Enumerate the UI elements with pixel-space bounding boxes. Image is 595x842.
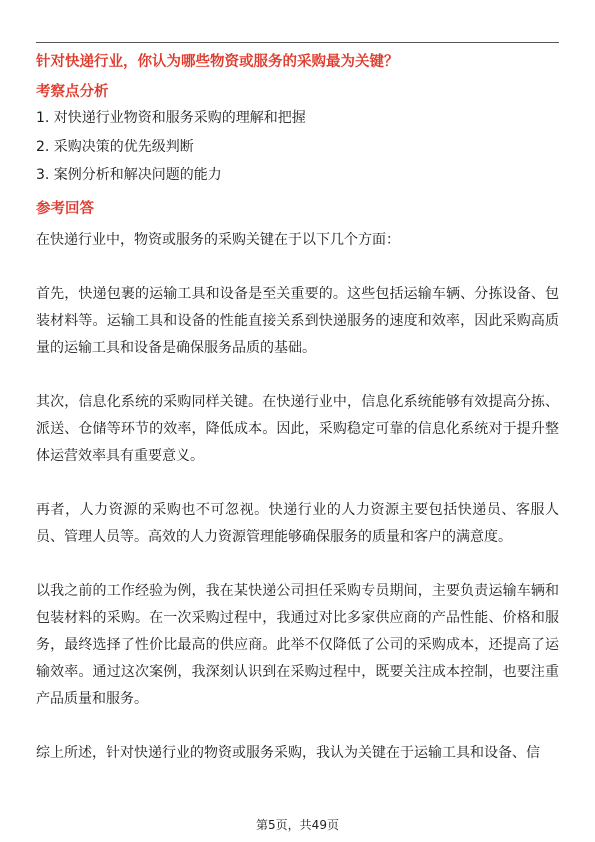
answer-section-title: 参考回答: [36, 201, 94, 217]
answer-body: [36, 227, 559, 767]
answer-paragraph: 再者，人力资源的采购也不可忽视。快递行业的人力资源主要包括快递员、客服人员、管理人员等。高效的人力资源管理能够确保服务的质量和客户的满意度。: [36, 502, 559, 545]
answer-paragraph: 在快递行业中，物资或服务的采购关键在于以下几个方面：: [36, 232, 400, 248]
page-number: 第5页，共49页: [256, 818, 339, 832]
answer-paragraph: 综上所述，针对快递行业的物资或服务采购，我认为关键在于运输工具和设备、信: [36, 745, 540, 761]
question-heading: 针对快递行业，你认为哪些物资或服务的采购最为关键？: [36, 54, 399, 70]
header-divider: [36, 42, 559, 43]
analysis-point: 2. 采购决策的优先级判断: [36, 139, 194, 155]
analysis-point: 3. 案例分析和解决问题的能力: [36, 167, 222, 183]
answer-paragraph: 其次，信息化系统的采购同样关键。在快递行业中，信息化系统能够有效提高分拣、派送、仓储等环节的效率，降低成本。因此，采购稳定可靠的信息化系统对于提升整体运营效率具有重要意义。: [36, 394, 559, 464]
answer-paragraph: 首先，快递包裹的运输工具和设备是至关重要的。这些包括运输车辆、分拣设备、包装材料等。运输工具和设备的性能直接关系到快递服务的速度和效率，因此采购高质量的运输工具和设备是确保服务品质的基础。: [36, 286, 559, 356]
analysis-point: 1. 对快递行业物资和服务采购的理解和把握: [36, 110, 306, 126]
answer-paragraph: 以我之前的工作经验为例，我在某快递公司担任采购专员期间，主要负责运输车辆和包装材料的采购。在一次采购过程中，我通过对比多家供应商的产品性能、价格和服务，最终选择了性价比最高的供应商。此举不仅降低了公司的采购成本，还提高了运输效率。通过这次案例，我深刻认识到在采购过程中，既要关注成本控制，也要注重产品质量和服务。: [36, 583, 559, 707]
analysis-section-title: 考察点分析: [36, 84, 109, 100]
